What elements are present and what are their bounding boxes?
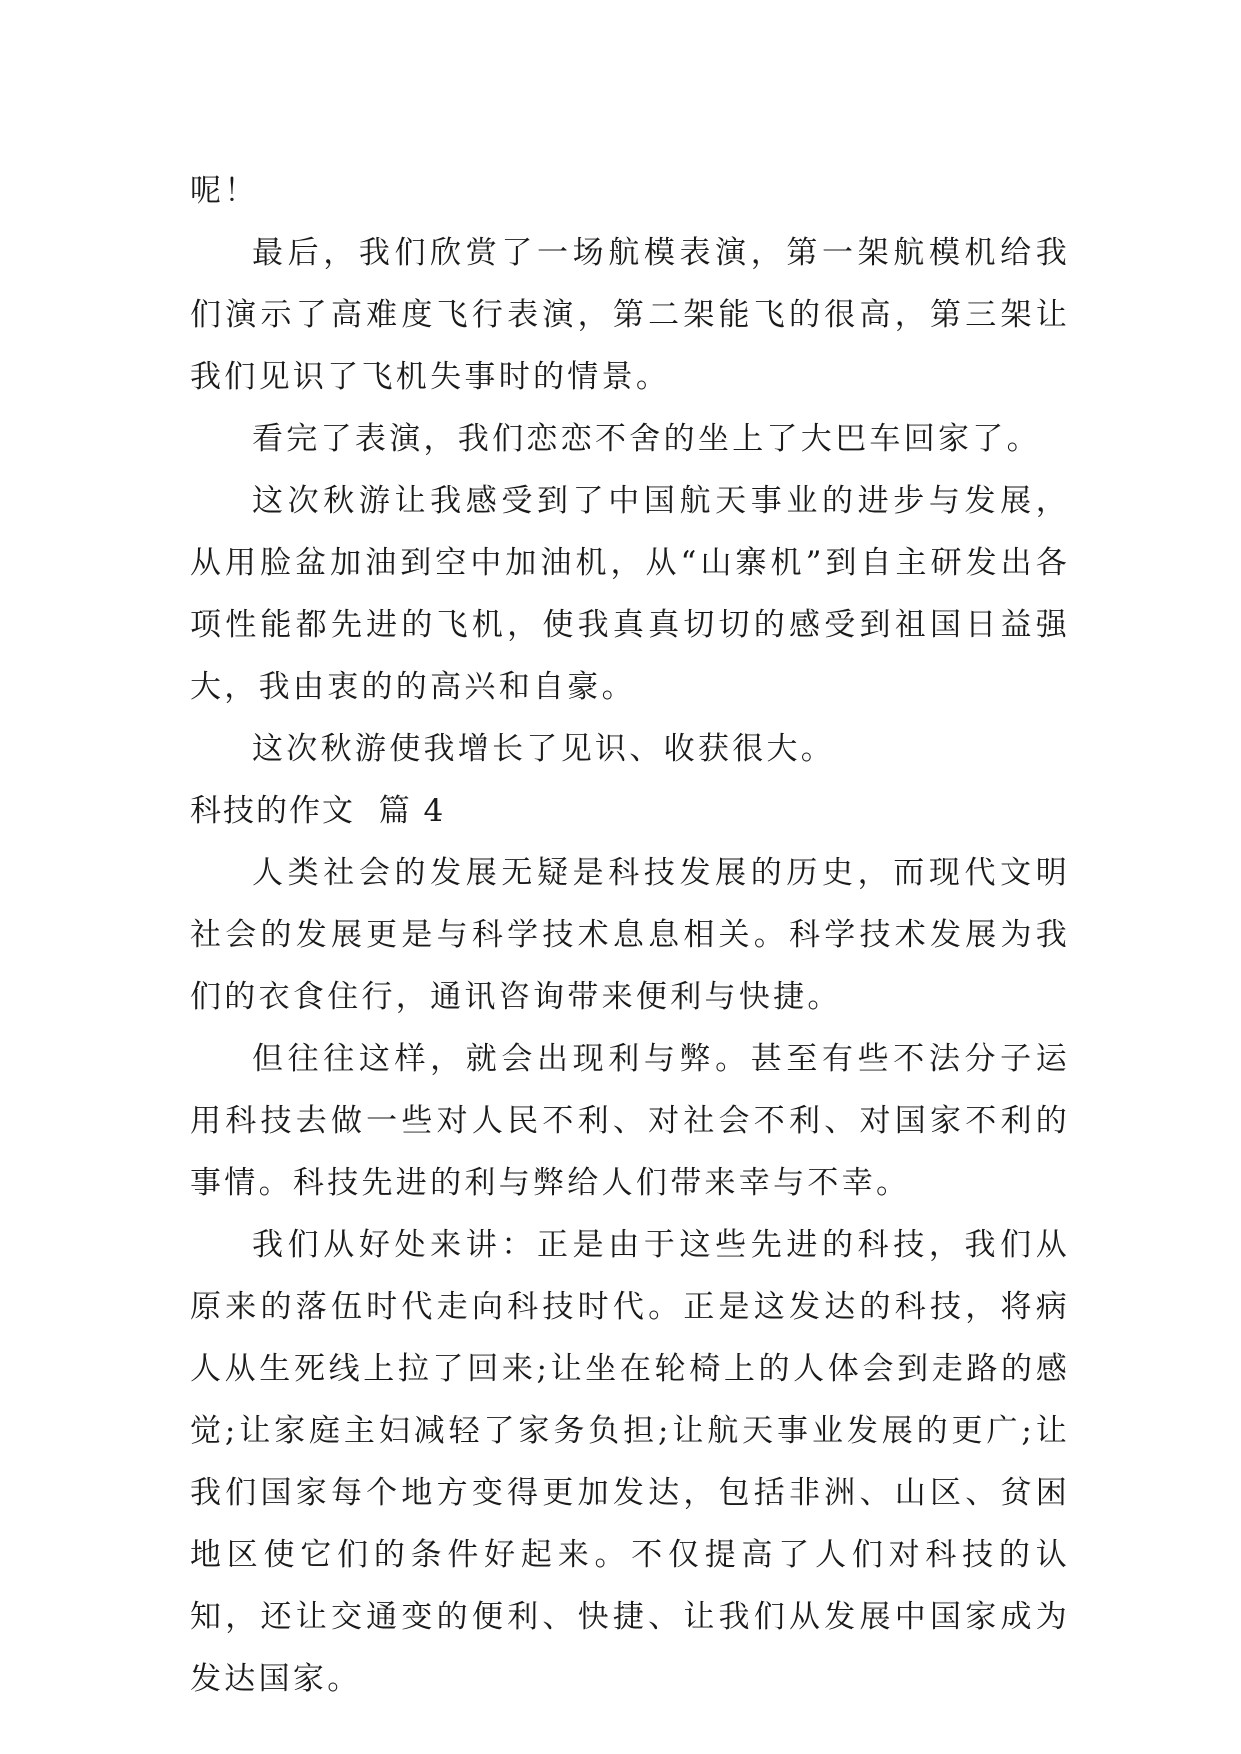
document-page <box>190 160 1070 1710</box>
paragraph-society-technology: 人类社会的发展无疑是科技发展的历史，而现代文明社会的发展更是与科学技术息息相关。科学技术发展为我们的衣食住行，通讯咨询带来便利与快捷。 <box>190 855 1070 1015</box>
paragraph-continuation: 呢！ <box>190 173 259 209</box>
paragraph-aerospace-progress: 这次秋游让我感受到了中国航天事业的进步与发展，从用脸盆加油到空中加油机，从“山寨机”到自主研发出各项性能都先进的飞机，使我真真切切的感受到祖国日益强大，我由衷的的高兴和自豪。 <box>190 483 1070 705</box>
paragraph-pros-cons: 但往往这样，就会出现利与弊。甚至有些不法分子运用科技去做一些对人民不利、对社会不利、对国家不利的事情。科技先进的利与弊给人们带来幸与不幸。 <box>190 1041 1070 1201</box>
paragraph-benefits: 我们从好处来讲：正是由于这些先进的科技，我们从原来的落伍时代走向科技时代。正是这发达的科技，将病人从生死线上拉了回来;让坐在轮椅上的人体会到走路的感觉;让家庭主妇减轻了家务负担;让航天事业发展的更广;让我们国家每个地方变得更加发达，包括非洲、山区、贫困地区使它们的条件好起来。不仅提高了人们对科技的认知，还让交通变的便利、快捷、让我们从发展中国家成为发达国家。 <box>190 1227 1070 1697</box>
paragraph-return-home: 看完了表演，我们恋恋不舍的坐上了大巴车回家了。 <box>252 421 1041 457</box>
paragraph-trip-summary: 这次秋游使我增长了见识、收获很大。 <box>252 731 836 767</box>
paragraph-airshow: 最后，我们欣赏了一场航模表演，第一架航模机给我们演示了高难度飞行表演，第二架能飞的很高，第三架让我们见识了飞机失事时的情景。 <box>190 235 1070 395</box>
section-heading: 科技的作文 篇 4 <box>190 793 446 829</box>
